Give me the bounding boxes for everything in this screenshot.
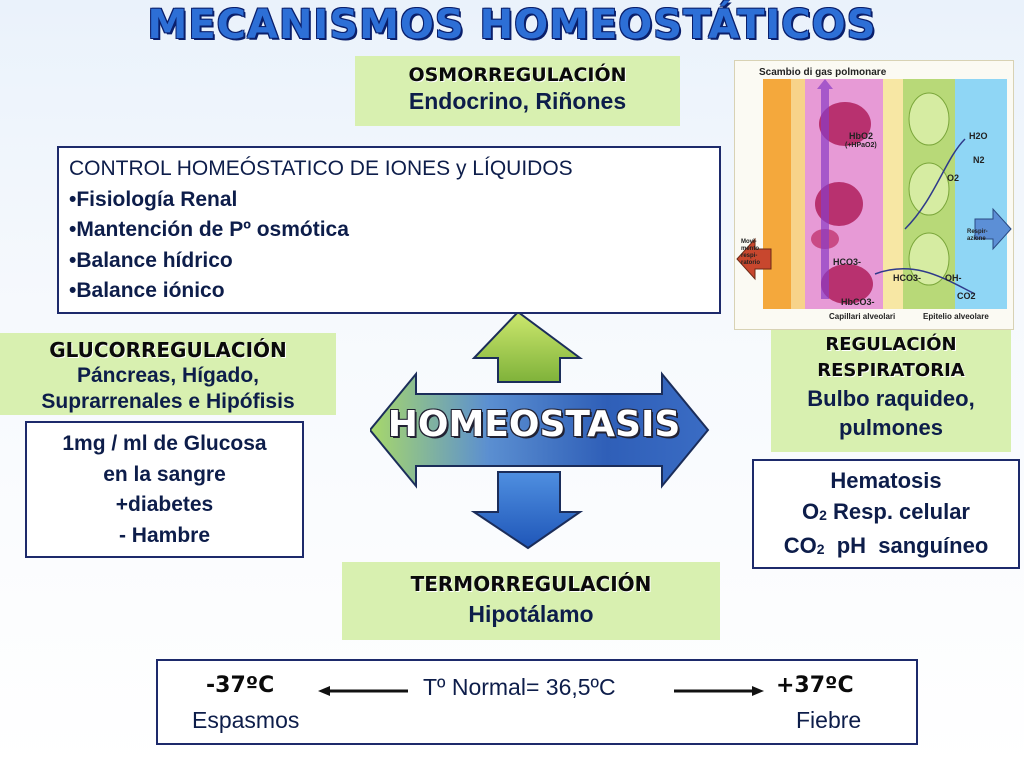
label-hbo2-sub: (+HPaO2): [845, 142, 877, 149]
label-hbo2: HbO2: [849, 131, 874, 141]
temperature-box: [156, 659, 918, 745]
glucose-detail: - Hambre: [118, 523, 211, 547]
o2-line: $O_2$ Resp. celular: [802, 499, 970, 524]
label-hco3: HCO3-: [833, 257, 862, 267]
temperature-normal: Tº Normal= 36,5ºC: [423, 674, 616, 700]
alveolar-cell: [909, 93, 949, 145]
tissue-band: [763, 79, 791, 309]
glucose-detail: 1mg / ml de Glucosa: [62, 432, 267, 455]
respiratory-details-box: [752, 459, 1020, 569]
respiratory-organs-line2: pulmones: [839, 415, 943, 440]
osmoregulation-organs: Endocrino, Riñones: [408, 88, 627, 114]
temperature-high-effect: Fiebre: [796, 707, 862, 733]
ion-control-item: •Balance hídrico: [69, 248, 233, 272]
ion-control-item: •Mantención de Pº osmótica: [69, 218, 349, 241]
glucose-detail: en la sangre: [103, 462, 226, 486]
respiratory-organs-line1: Bulbo raquideo,: [807, 386, 975, 411]
respiratory-box: [771, 328, 1011, 452]
label-hbco3: HbCO3-: [841, 297, 875, 307]
glucoregulation-organs-line1: Páncreas, Hígado,: [76, 364, 260, 387]
thermoregulation-box: [342, 562, 720, 640]
arrow-up: [474, 312, 580, 382]
temperature-low: -37ºC: [206, 673, 275, 698]
ion-control-box: [57, 146, 721, 314]
label-hco3-2: HCO3-: [893, 273, 922, 283]
osmoregulation-box: [355, 56, 680, 126]
alveolar-space: [955, 79, 1007, 309]
label-co2: CO2: [957, 291, 976, 301]
ion-control-title: CONTROL HOMEÓSTATICO DE IONES y LÍQUIDOS: [69, 157, 573, 180]
label-breathing: Movi- mento respi- ratorio: [741, 239, 761, 266]
osmoregulation-heading: OSMORREGULACIÓN: [408, 64, 627, 86]
label-capillaries: Capillari alveolari: [829, 312, 896, 321]
temperature-high: +37ºC: [776, 673, 854, 698]
gas-exchange-illustration: [734, 60, 1014, 330]
glucoregulation-box: [0, 333, 336, 415]
label-o2: O2: [947, 173, 960, 183]
arrow-down: [474, 472, 580, 548]
label-n2: N2: [973, 155, 985, 165]
thermoregulation-organ: Hipotálamo: [468, 601, 594, 627]
glucose-detail: +diabetes: [115, 493, 214, 516]
arrow-left-icon: [318, 685, 410, 697]
illustration-title: Scambio di gas polmonare: [759, 67, 887, 78]
homeostasis-label: HOMEOSTASIS: [387, 404, 681, 445]
ion-control-item: •Fisiología Renal: [69, 187, 238, 211]
hematosis-label: Hematosis: [830, 468, 942, 493]
glucoregulation-heading: GLUCORREGULACIÓN: [49, 338, 287, 362]
label-oh: OH-: [945, 273, 962, 283]
page-title: MECANISMOS HOMEOSTÁTICOS: [147, 2, 877, 48]
label-respiration: Respir- azione: [967, 229, 988, 242]
thermoregulation-heading: TERMORREGULACIÓN: [410, 572, 652, 596]
label-h2o: H2O: [969, 131, 988, 141]
capillary-wall: [791, 79, 805, 309]
glucoregulation-organs-line2: Suprarrenales e Hipófisis: [41, 390, 295, 413]
ion-control-item: •Balance iónico: [69, 279, 225, 302]
respiratory-heading-line1: REGULACIÓN: [825, 334, 957, 355]
arrow-right-icon: [672, 685, 764, 697]
temperature-low-effect: Espasmos: [192, 707, 300, 733]
respiratory-heading-line2: RESPIRATORIA: [817, 360, 965, 381]
label-epithelium: Epitelio alveolare: [923, 312, 989, 321]
glucose-details-box: [25, 421, 304, 558]
co2-line: $CO_2$ pH sanguíneo: [783, 533, 989, 558]
